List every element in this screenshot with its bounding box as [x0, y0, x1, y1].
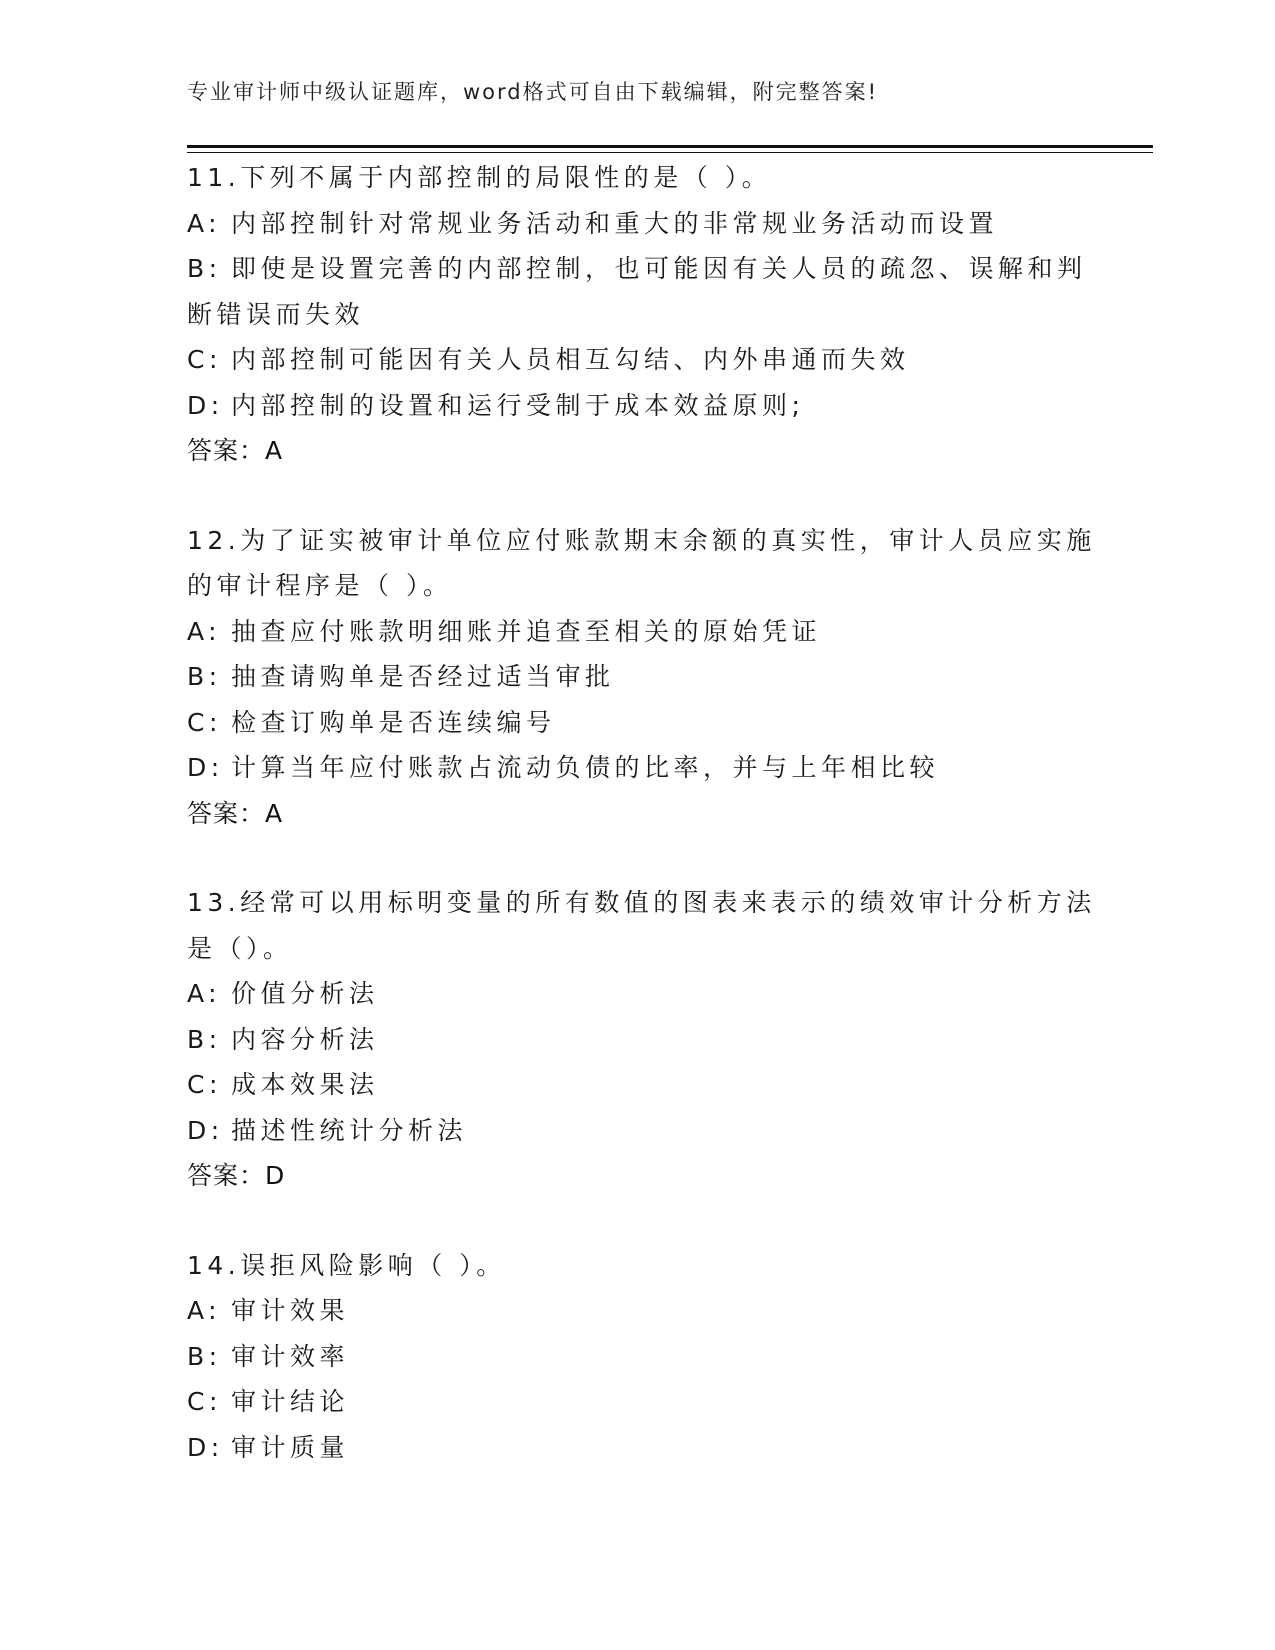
option-c	[187, 1062, 1087, 1108]
option-d	[187, 383, 1087, 429]
question-stem: 的审计程序是（ ）。	[187, 571, 453, 600]
answer-line: 答案：A	[187, 798, 284, 828]
option-letter: C:	[187, 345, 222, 374]
question-stem: 13.经常可以用标明变量的所有数值的图表来表示的绩效审计分析方法	[187, 888, 1096, 917]
option-text: 审计质量	[231, 1432, 350, 1462]
option-letter: C:	[187, 1070, 222, 1099]
option-letter: D:	[187, 1115, 224, 1145]
question-list	[187, 155, 1096, 1514]
option-letter: A:	[187, 1296, 222, 1325]
option-letter: C:	[187, 1387, 222, 1416]
answer-line: 答案：D	[187, 1161, 286, 1190]
option-b	[187, 1334, 1087, 1380]
option-text: 内部控制针对常规业务活动和重大的非常规业务活动而设置	[231, 208, 999, 238]
option-text: 内部控制的设置和运行受制于成本效益原则;	[231, 390, 805, 420]
header-divider	[187, 145, 1153, 153]
question-11	[187, 155, 1087, 474]
option-b	[187, 1017, 1087, 1063]
question-stem: 11.下列不属于内部控制的局限性的是（ ）。	[187, 163, 772, 192]
option-text: 即使是设置完善的内部控制，也可能因有关人员的疏忽、误解和判	[231, 254, 1087, 283]
option-b	[187, 654, 1087, 700]
option-letter: B:	[187, 1341, 222, 1371]
option-text: 检查订购单是否连续编号	[231, 707, 556, 737]
option-text: 内部控制可能因有关人员相互勾结、内外串通而失效	[231, 345, 910, 374]
option-text: 价值分析法	[231, 979, 379, 1008]
option-c	[187, 337, 1087, 383]
option-letter: A:	[187, 208, 222, 238]
question-13	[187, 880, 1096, 1199]
option-text: 内容分析法	[231, 1024, 379, 1054]
option-text: 计算当年应付账款占流动负债的比率，并与上年相比较	[231, 753, 940, 782]
option-text: 审计结论	[231, 1387, 350, 1416]
option-text: 审计效果	[231, 1296, 350, 1325]
option-letter: D:	[187, 1432, 224, 1462]
option-letter: B:	[187, 254, 222, 283]
option-letter: D:	[187, 753, 224, 782]
option-a	[187, 971, 1087, 1017]
option-text: 描述性统计分析法	[231, 1115, 468, 1145]
option-d	[187, 1425, 1087, 1471]
option-letter: A:	[187, 979, 222, 1008]
option-letter: B:	[187, 662, 222, 691]
option-text: 成本效果法	[231, 1070, 379, 1099]
option-b: 断错误而失效	[187, 299, 365, 329]
option-text: 审计效率	[231, 1341, 350, 1371]
option-a	[187, 609, 1087, 655]
option-text: 抽查应付账款明细账并追查至相关的原始凭证	[231, 616, 822, 646]
option-text: 抽查请购单是否经过适当审批	[231, 662, 615, 691]
answer-line: 答案：A	[187, 436, 284, 465]
option-d	[187, 745, 1087, 791]
question-stem: 是（）。	[187, 933, 293, 963]
option-c	[187, 1379, 1087, 1425]
option-b	[187, 246, 1087, 292]
option-a	[187, 201, 1087, 247]
option-c	[187, 700, 1087, 746]
option-a	[187, 1288, 1087, 1334]
option-letter: A:	[187, 616, 222, 646]
option-letter: C:	[187, 707, 222, 737]
option-letter: D:	[187, 390, 224, 420]
page-header: 专业审计师中级认证题库，word格式可自由下载编辑，附完整答案!	[187, 80, 879, 104]
question-stem: 14.误拒风险影响（ ）。	[187, 1250, 506, 1280]
question-stem: 12.为了证实被审计单位应付账款期末余额的真实性，审计人员应实施	[187, 525, 1096, 555]
option-letter: B:	[187, 1024, 222, 1054]
question-12	[187, 518, 1096, 837]
option-d	[187, 1108, 1087, 1154]
question-14	[187, 1243, 1087, 1471]
